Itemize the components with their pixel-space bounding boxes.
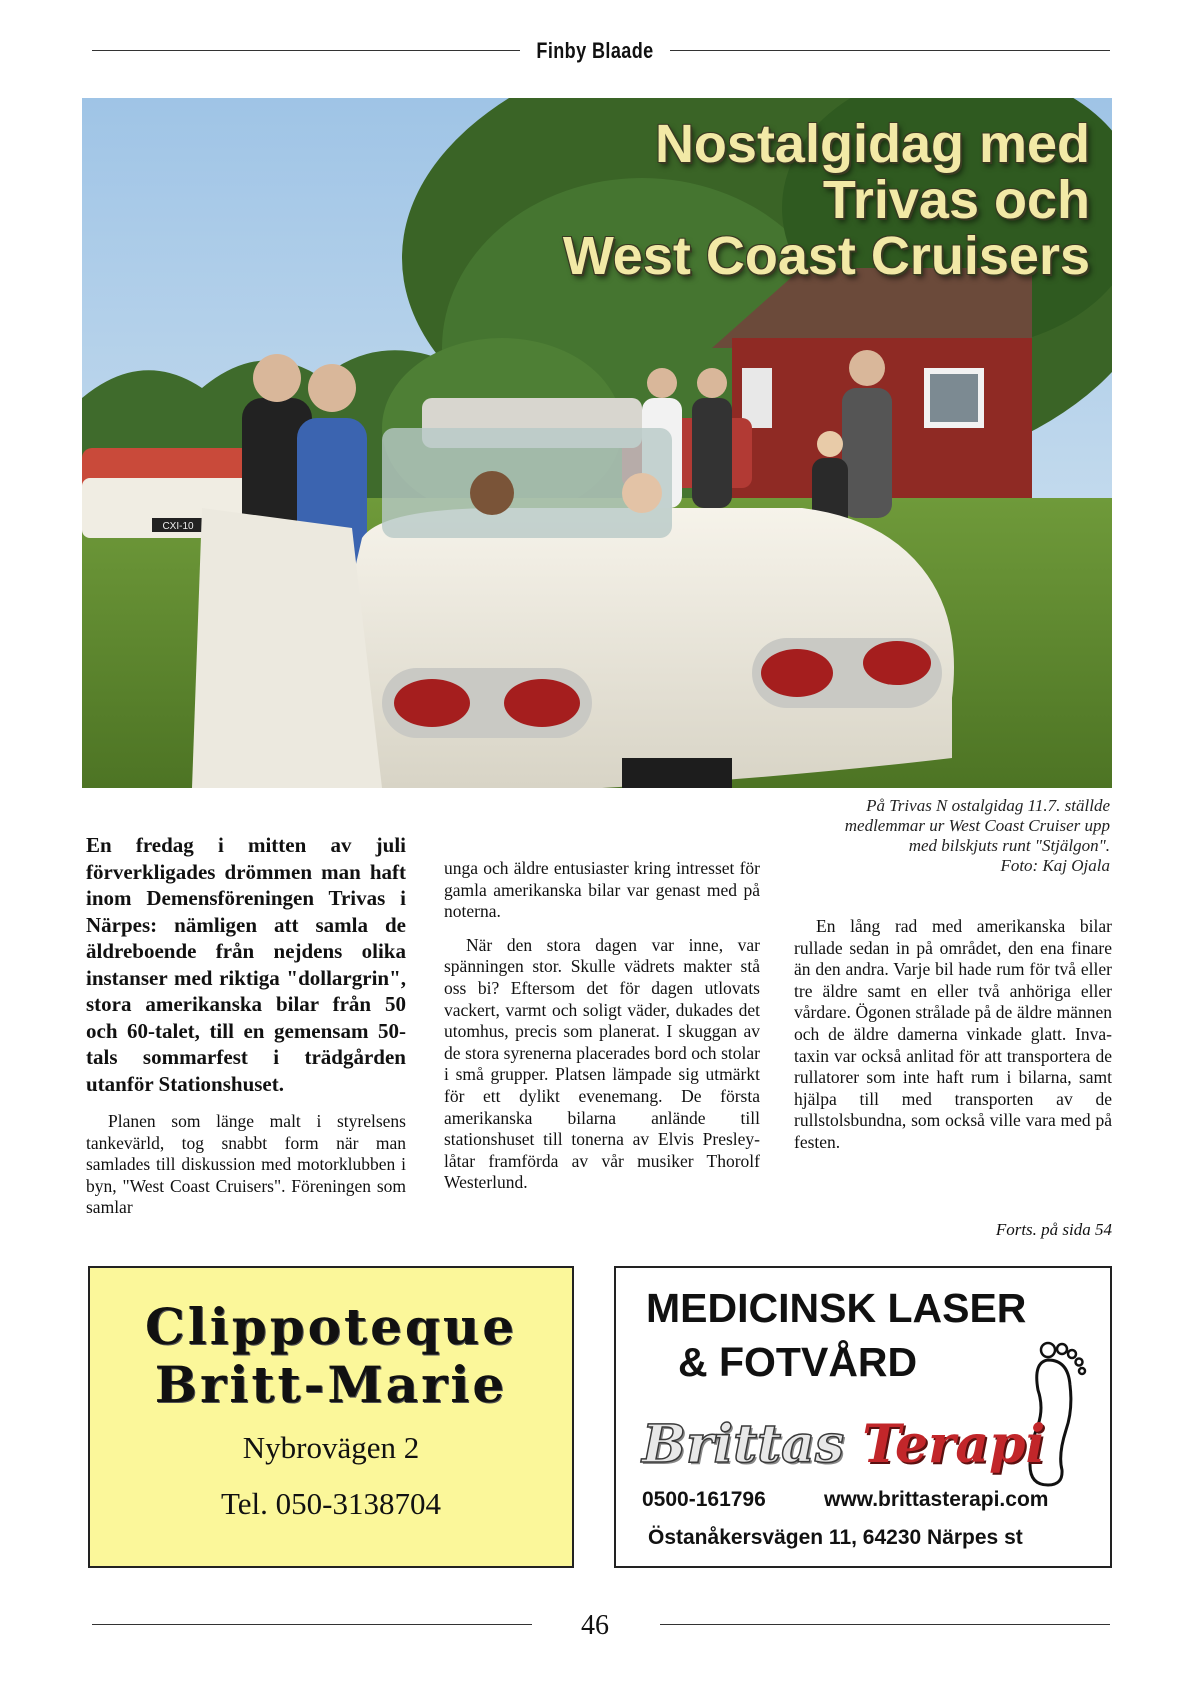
ad-laser-address: Östanåkersvägen 11, 64230 Närpes st [648, 1526, 1023, 1549]
ad-laser-phone: 0500-161796 [642, 1488, 766, 1511]
photo-credit: Foto: Kaj Ojala [1000, 856, 1110, 875]
article-column-1 [86, 832, 406, 1231]
ad-laser-website: www.brittasterapi.com [824, 1488, 1049, 1511]
continued-note: Forts. på sida 54 [995, 1220, 1112, 1239]
headline-line-1: Nostalgidag med [654, 114, 1090, 174]
article-column-3 [794, 916, 1112, 1166]
body-paragraph: En lång rad med amerikanska bilar rullade sedan in på området, den ena finare än den andra. Varje bil hade rum för två eller tre äldre samt en eller två anhöriga eller vårdare. Ögonen strålade på de äldre männen och de äldre damerna vinkade glatt. Inva-taxin var också anlitad för att transportera de rullatorer som inte haft rum i bilarna, samt hjälpa till med transporten av de rullstolsbundna, som också ville vara med på festen. [794, 916, 1112, 1152]
license-plate-small: CXI-10 [162, 521, 194, 532]
headline-line-2: Trivas och [822, 170, 1090, 230]
headline [563, 116, 1090, 284]
body-paragraph: När den stora dagen var inne, var spänningen stor. Skulle vädrets makter stå oss bi? Eftersom det för dagen utlovats vackert, varmt och soligt väder, dukades det utomhus, precis som planerat. I skuggan av de stora syrenerna placerades bord och stolar i små grupper. Platsen lämpade sig utmärkt för ett dylikt evenemang. De första amerikanska bilarna anlände till stationshuset till tonerna av Elvis Presley-låtar framförda av vår musiker Thorolf Westerlund. [444, 934, 760, 1193]
brand-logo [642, 1414, 1045, 1475]
footer-rule-left [92, 1624, 532, 1625]
article-photo [82, 98, 1112, 788]
ad-laser-title-1: MEDICINSK LASER [646, 1285, 1027, 1331]
brand-word-1: Brittas [642, 1414, 845, 1475]
article-column-2 [444, 858, 760, 1206]
body-paragraph: unga och äldre entusiaster kring intresset för gamla amerikanska bilar var genast med på noterna. [444, 858, 760, 922]
lead-paragraph: En fredag i mitten av juli förverkligades drömmen man haft inom Demensföreningen Trivas i Närpes: nämligen att samla de äldreboende från nejdens olika instanser med riktiga "dollargrin", stora amerikanska bilar från 50 och 60-talet, till en gemensam 50-tals sommarfest i trädgården utanför Stationshuset. [86, 833, 406, 1096]
ad-clippoteque-address: Nybrovägen 2 [242, 1430, 420, 1465]
masthead: Finby Blaade [536, 38, 654, 63]
ad-clippoteque-title-1: Clippoteque [144, 1297, 518, 1356]
caption-line-1: På Trivas N ostalgidag 11.7. ställde [866, 796, 1110, 815]
headline-line-3: West Coast Cruisers [562, 226, 1090, 286]
brand-word-2: Terapi [862, 1414, 1046, 1475]
ad-clippoteque [88, 1266, 574, 1568]
header-rule-right [670, 50, 1110, 51]
footer-rule-right [660, 1624, 1110, 1625]
page-number: 46 [581, 1610, 609, 1641]
header-rule-left [92, 50, 520, 51]
photo-caption [760, 796, 1110, 876]
caption-line-2: medlemmar ur West Coast Cruiser upp [844, 816, 1110, 835]
caption-line-3: med bilskjuts runt "Stjälgon". [908, 836, 1110, 855]
ad-laser-title-2: & FOTVÅRD [678, 1339, 918, 1385]
ad-clippoteque-title-2: Britt-Marie [154, 1355, 508, 1414]
body-paragraph: Planen som länge malt i styrelsens tankevärld, tog snabbt form när man samlades till diskussion med motorklubben i byn, "West Coast Cruisers". Föreningen som samlar [86, 1111, 406, 1218]
ad-clippoteque-phone: Tel. 050-3138704 [221, 1486, 441, 1521]
ad-brittas-terapi [614, 1266, 1112, 1568]
